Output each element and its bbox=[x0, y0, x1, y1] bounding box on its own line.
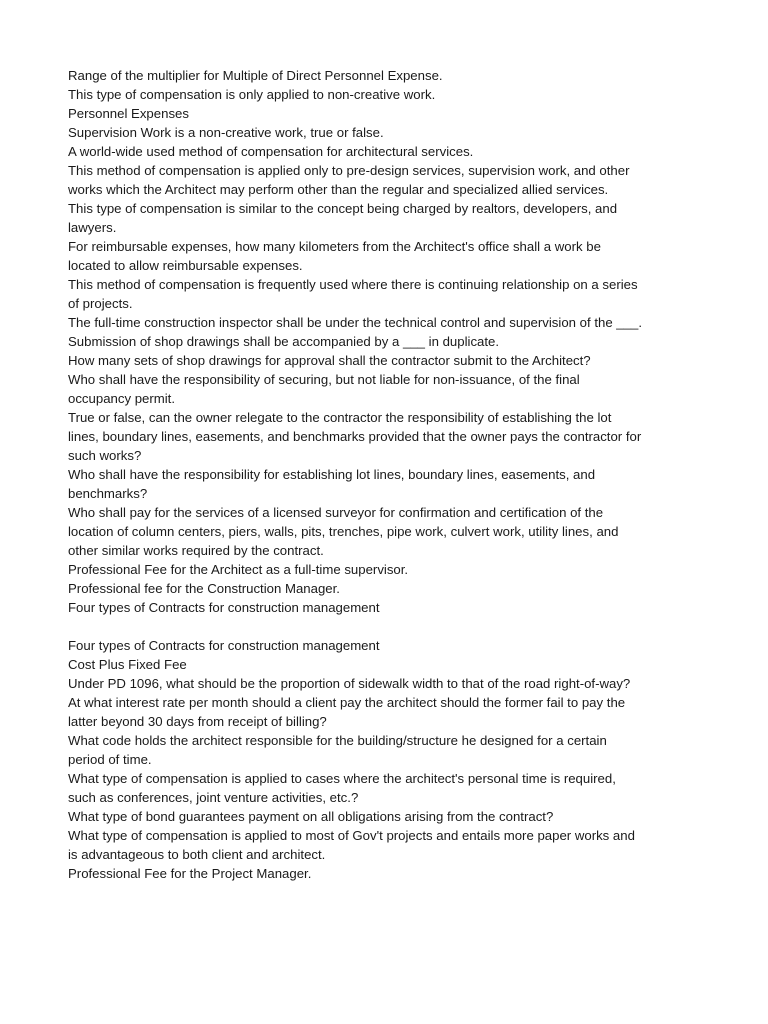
question-line: Four types of Contracts for construction management bbox=[68, 600, 380, 615]
question-line: This type of compensation is only applied to non-creative work. bbox=[68, 87, 436, 102]
question-line: The full-time construction inspector shall be under the technical control and supervision of the ___. bbox=[68, 315, 642, 330]
question-line: What type of compensation is applied to most of Gov't projects and entails more paper works and is advantageous to both client and architect. bbox=[68, 828, 635, 862]
question-line: Range of the multiplier for Multiple of Direct Personnel Expense. bbox=[68, 68, 443, 83]
question-line: True or false, can the owner relegate to the contractor the responsibility of establishing the lot lines, boundary lines, easements, and benchmarks provided that the owner pays the contractor for such works? bbox=[68, 410, 642, 463]
question-line: At what interest rate per month should a client pay the architect should the former fail to pay the latter beyond 30 days from receipt of billing? bbox=[68, 695, 626, 729]
question-line: Who shall have the responsibility of securing, but not liable for non-issuance, of the final occupancy permit. bbox=[68, 372, 580, 406]
question-line: This method of compensation is applied only to pre-design services, supervision work, and other works which the Architect may perform other than the regular and specialized allied services. bbox=[68, 163, 630, 197]
question-line: Professional fee for the Construction Manager. bbox=[68, 581, 340, 596]
question-line: Who shall pay for the services of a licensed surveyor for confirmation and certification of the location of column centers, piers, walls, pits, trenches, pipe work, culvert work, utility lines, and other similar works required by the contract. bbox=[68, 505, 619, 558]
question-line: Professional Fee for the Architect as a full-time supervisor. bbox=[68, 562, 409, 577]
question-line: How many sets of shop drawings for approval shall the contractor submit to the Architect? bbox=[68, 353, 591, 368]
question-line: Supervision Work is a non-creative work, true or false. bbox=[68, 125, 384, 140]
answer-line: Cost Plus Fixed Fee bbox=[68, 657, 187, 672]
question-line: This method of compensation is frequently used where there is continuing relationship on a series of projects. bbox=[68, 277, 638, 311]
question-line: This type of compensation is similar to the concept being charged by realtors, developers, and lawyers. bbox=[68, 201, 618, 235]
question-line: A world-wide used method of compensation for architectural services. bbox=[68, 144, 474, 159]
question-line: For reimbursable expenses, how many kilometers from the Architect's office shall a work be located to allow reimbursable expenses. bbox=[68, 239, 601, 273]
question-line: Professional Fee for the Project Manager. bbox=[68, 866, 312, 881]
document-body bbox=[68, 66, 643, 883]
question-line: Under PD 1096, what should be the proportion of sidewalk width to that of the road right-of-way? bbox=[68, 676, 631, 691]
answer-line: Personnel Expenses bbox=[68, 106, 189, 121]
question-line: What type of compensation is applied to cases where the architect's personal time is required, such as conferences, joint venture activities, etc.? bbox=[68, 771, 616, 805]
blank-line bbox=[68, 617, 643, 636]
question-line: Four types of Contracts for construction management bbox=[68, 638, 380, 653]
question-line: What type of bond guarantees payment on all obligations arising from the contract? bbox=[68, 809, 554, 824]
question-line: What code holds the architect responsible for the building/structure he designed for a certain period of time. bbox=[68, 733, 607, 767]
question-line: Submission of shop drawings shall be accompanied by a ___ in duplicate. bbox=[68, 334, 500, 349]
question-line: Who shall have the responsibility for establishing lot lines, boundary lines, easements, and benchmarks? bbox=[68, 467, 596, 501]
